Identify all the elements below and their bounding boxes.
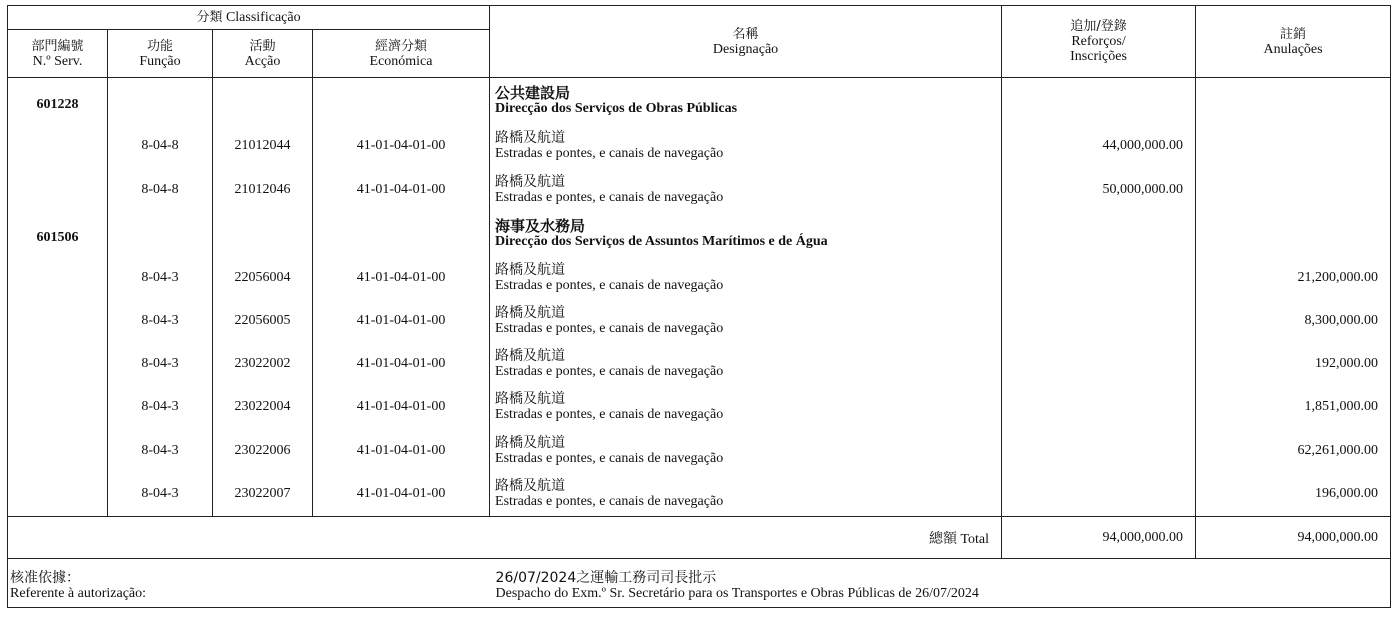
function-header: [108, 30, 213, 78]
economic-cell: 41-01-04-01-00: [313, 300, 490, 343]
dept-zh: 部門編號: [31, 38, 84, 54]
cancellation-zh: 註銷: [1280, 26, 1307, 42]
approval-zh: 26/07/2024之運輸工務司司長批示: [495, 569, 717, 586]
function-cell: 8-04-3: [108, 429, 213, 473]
designation-pt-text: Estradas e pontes, e canais de navegação: [495, 146, 724, 161]
function-cell: 8-04-8: [108, 169, 213, 212]
economic-cell: 41-01-04-01-00: [313, 386, 490, 429]
designation-pt-text: Estradas e pontes, e canais de navegação: [495, 321, 724, 336]
economic-cell: 41-01-04-01-00: [313, 343, 490, 386]
designation-zh-text: 路橋及航道: [495, 391, 566, 407]
reinforcement-cell: [1002, 256, 1196, 300]
economic-pt: Económica: [369, 53, 433, 69]
total-row: [8, 517, 1391, 559]
dept-cell: 601228: [36, 96, 79, 112]
function-cell: 8-04-3: [108, 473, 213, 517]
budget-document: [7, 5, 1390, 614]
cancellation-cell: [1196, 212, 1391, 256]
dept-cell: [8, 473, 108, 517]
action-cell: [213, 212, 313, 256]
dept-cell: [8, 429, 108, 473]
action-cell: 21012044: [213, 124, 313, 169]
dept-cell: 601506: [36, 229, 79, 245]
action-header: [213, 30, 313, 78]
reinforcement-cell: [1002, 300, 1196, 343]
designation-zh-text: 公共建設局: [495, 83, 571, 102]
action-cell: [213, 78, 313, 124]
dept-cell: [8, 343, 108, 386]
classification-header: [8, 6, 490, 30]
authorization-basis: [8, 559, 490, 608]
authorization-row: [8, 559, 1391, 608]
cancellation-cell: [1196, 78, 1391, 124]
cancellation-cell: 192,000.00: [1196, 343, 1391, 386]
designation-pt-text: Estradas e pontes, e canais de navegação: [495, 450, 724, 466]
reinforcement-cell: [1002, 473, 1196, 517]
designation-cell: [490, 78, 1002, 124]
action-cell: 23022002: [213, 343, 313, 386]
economic-zh: 經濟分類: [375, 38, 428, 54]
dept-pt: N.º Serv.: [32, 53, 83, 69]
reinforcement-cell: [1002, 343, 1196, 386]
action-cell: 23022007: [213, 473, 313, 517]
designation-zh-text: 路橋及航道: [495, 261, 566, 278]
designation-pt-text: Estradas e pontes, e canais de navegação: [495, 277, 724, 293]
designation-pt-text: Estradas e pontes, e canais de navegação: [495, 407, 724, 422]
function-cell: [108, 78, 213, 124]
designation-zh-text: 路橋及航道: [495, 348, 566, 364]
function-cell: 8-04-8: [108, 124, 213, 169]
dept-cell: [8, 386, 108, 429]
designation-zh-text: 海事及水務局: [495, 216, 586, 235]
cancellation-cell: 196,000.00: [1196, 473, 1391, 517]
reinforcement-pt1: Reforços/: [1071, 34, 1126, 49]
designation-pt-text: Estradas e pontes, e canais de navegação: [495, 364, 724, 379]
function-pt: Função: [139, 53, 181, 69]
table-row: [8, 473, 1391, 517]
designation-cell: [490, 124, 1002, 169]
table-row: [8, 256, 1391, 300]
table-row: [8, 386, 1391, 429]
function-cell: 8-04-3: [108, 256, 213, 300]
dept-cell: [8, 169, 108, 212]
economic-cell: 41-01-04-01-00: [313, 429, 490, 473]
reinforcement-header: [1002, 6, 1196, 78]
designation-cell: [490, 429, 1002, 473]
action-cell: 22056004: [213, 256, 313, 300]
reinforcement-zh: 追加/登錄: [1070, 19, 1127, 34]
function-zh: 功能: [146, 38, 173, 54]
reinforcement-pt2: Inscrições: [1070, 49, 1127, 64]
cancellation-cell: 21,200,000.00: [1196, 256, 1391, 300]
function-cell: [108, 212, 213, 256]
total-label-pt: Total: [960, 531, 990, 547]
designation-pt-text: Direcção dos Serviços de Assuntos Marítimos e de Água: [495, 233, 828, 249]
table-body: [8, 78, 1391, 608]
economic-cell: 41-01-04-01-00: [313, 124, 490, 169]
reinforcement-cell: [1002, 429, 1196, 473]
designation-zh-text: 路橋及航道: [495, 478, 566, 495]
designation-zh-text: 路橋及航道: [495, 434, 566, 451]
table-row: [8, 78, 1391, 124]
action-cell: 23022006: [213, 429, 313, 473]
designation-zh-text: 路橋及航道: [495, 305, 566, 321]
dept-cell: [8, 124, 108, 169]
total-label: [8, 517, 1002, 559]
function-cell: 8-04-3: [108, 343, 213, 386]
designation-pt-text: Estradas e pontes, e canais de navegação: [495, 190, 724, 205]
classification-zh: 分類: [196, 10, 223, 25]
authorization-dispatch: [490, 559, 1391, 608]
total-label-zh: 總額: [928, 530, 957, 547]
cancellation-cell: 62,261,000.00: [1196, 429, 1391, 473]
economic-cell: 41-01-04-01-00: [313, 473, 490, 517]
designation-cell: [490, 473, 1002, 517]
designation-cell: [490, 386, 1002, 429]
action-pt: Acção: [244, 53, 281, 69]
cancellation-cell: 1,851,000.00: [1196, 386, 1391, 429]
designation-cell: [490, 300, 1002, 343]
total-reinforcement: 94,000,000.00: [1002, 517, 1196, 559]
classification-pt: Classificação: [225, 10, 301, 25]
cancellation-header: [1196, 6, 1391, 78]
table-row: [8, 169, 1391, 212]
economic-header: [313, 30, 490, 78]
designation-zh: 名稱: [732, 26, 759, 42]
table-row: [8, 343, 1391, 386]
basis-zh: 核准依據：: [10, 569, 80, 586]
cancellation-pt: Anulações: [1263, 41, 1323, 57]
reinforcement-cell: 50,000,000.00: [1002, 169, 1196, 212]
economic-cell: 41-01-04-01-00: [313, 169, 490, 212]
action-cell: 22056005: [213, 300, 313, 343]
cancellation-cell: [1196, 124, 1391, 169]
table-row: [8, 300, 1391, 343]
designation-cell: [490, 169, 1002, 212]
cancellation-cell: [1196, 169, 1391, 212]
designation-cell: [490, 212, 1002, 256]
designation-cell: [490, 256, 1002, 300]
dept-header: [8, 30, 108, 78]
action-zh: 活動: [249, 38, 276, 54]
table-row: [8, 212, 1391, 256]
economic-cell: [313, 212, 490, 256]
function-cell: 8-04-3: [108, 300, 213, 343]
designation-zh-text: 路橋及航道: [495, 130, 566, 146]
designation-pt-text: Direcção dos Serviços de Obras Públicas: [495, 100, 738, 116]
economic-cell: 41-01-04-01-00: [313, 256, 490, 300]
total-cancellation: 94,000,000.00: [1196, 517, 1391, 559]
table-row: [8, 124, 1391, 169]
budget-table: [7, 5, 1391, 608]
designation-pt-text: Estradas e pontes, e canais de navegação: [495, 494, 724, 510]
table-row: [8, 429, 1391, 473]
reinforcement-cell: [1002, 386, 1196, 429]
dept-cell: [8, 300, 108, 343]
reinforcement-cell: [1002, 78, 1196, 124]
reinforcement-cell: [1002, 212, 1196, 256]
action-cell: 21012046: [213, 169, 313, 212]
designation-zh-text: 路橋及航道: [495, 174, 566, 190]
designation-cell: [490, 343, 1002, 386]
designation-header: [490, 6, 1002, 78]
cancellation-cell: 8,300,000.00: [1196, 300, 1391, 343]
basis-pt: Referente à autorização:: [10, 585, 147, 601]
function-cell: 8-04-3: [108, 386, 213, 429]
approval-pt: Despacho do Exm.º Sr. Secretário para os Transportes e Obras Públicas de 26/07/2024: [495, 585, 979, 601]
dept-cell: [8, 256, 108, 300]
economic-cell: [313, 78, 490, 124]
designation-pt: Designação: [712, 41, 779, 57]
reinforcement-cell: 44,000,000.00: [1002, 124, 1196, 169]
action-cell: 23022004: [213, 386, 313, 429]
